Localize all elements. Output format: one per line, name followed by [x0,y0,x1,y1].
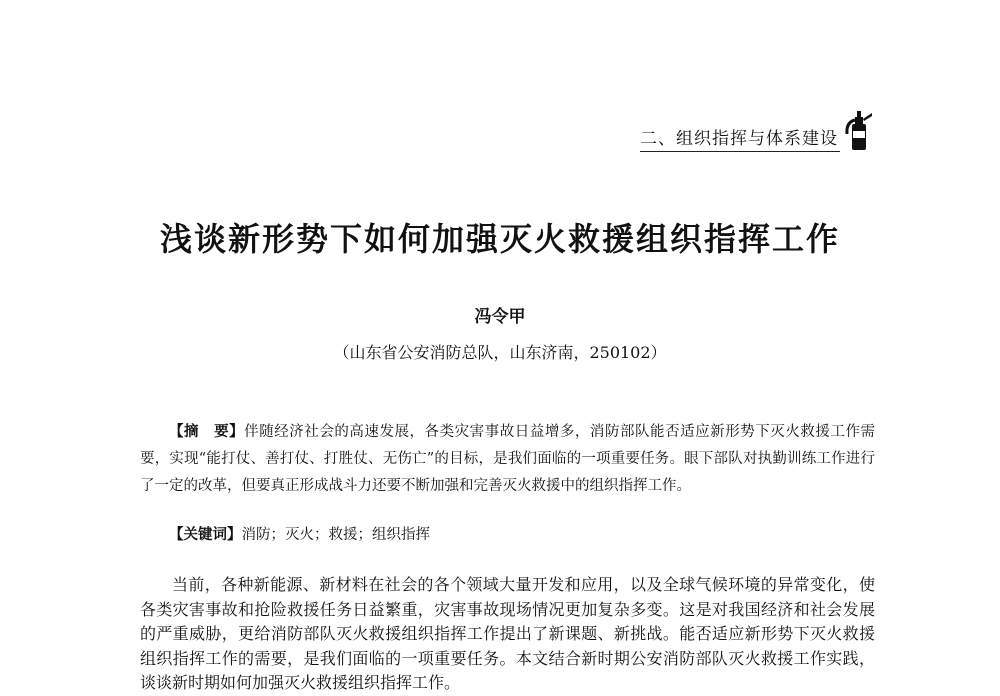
abstract-label: 【摘 要】 [169,423,245,440]
keywords-text: 消防；灭火；救援；组织指挥 [241,527,430,543]
abstract-text: 伴随经济社会的高速发展，各类灾害事故日益增多，消防部队能否适应新形势下灭火救援工作需要，实现“能打仗、善打仗、打胜仗、无伤亡”的目标，是我们面临的一项重要任务。眼下部队对执勤训练工作进行了一定的改革，但要真正形成战斗力还要不断加强和完善灭火救援中的组织指挥工作。 [140,424,876,494]
author-affiliation: （山东省公安消防总队，山东济南，250102） [333,343,667,362]
fire-extinguisher-icon [843,108,873,152]
body-paragraph: 当前，各种新能源、新材料在社会的各个领域大量开发和应用，以及全球气候环境的异常变化，使各类灾害事故和抢险救援任务日益繁重，灾害事故现场情况更加复杂多变。这是对我国经济和社会发展的严重威胁，更给消防部队灭火救援组织指挥工作提出了新课题、新挑战。能否适应新形势下灭火救援组织指挥工作的需要，是我们面临的一项重要任务。本文结合新时期公安消防部队灭火救援工作实践，谈谈新时期如何加强灭火救援组织指挥工作。 [140,575,875,692]
keywords-label: 【关键词】 [169,526,242,543]
article-title: 浅谈新形势下如何加强灭火救援组织指挥工作 [159,220,840,258]
abstract [140,418,875,500]
running-header: 二、组织指挥与体系建设 [640,124,840,152]
keywords [169,521,869,549]
author-name: 冯令甲 [474,307,526,327]
